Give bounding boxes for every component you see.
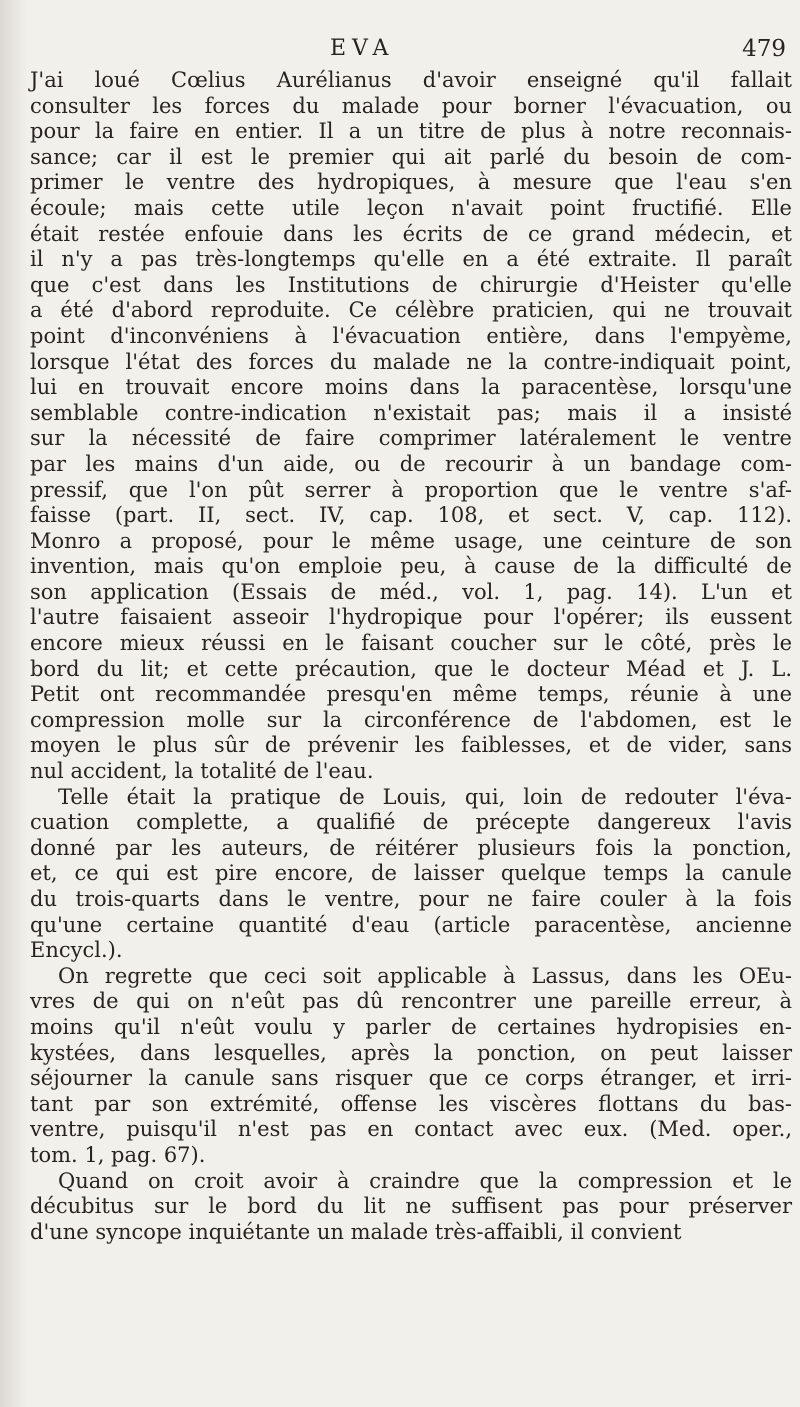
text-line: il n'y a pas très-longtemps qu'elle en a été extraite. Il paraît xyxy=(30,247,792,272)
text-line: lui en trouvait encore moins dans la paracentèse, lorsqu'une xyxy=(30,375,792,400)
text-line: compression molle sur la circonférence de l'abdomen, est le xyxy=(30,707,792,732)
text-line: et, ce qui est pire encore, de laisser quelque temps la canule xyxy=(30,861,792,886)
text-line: a été d'abord reproduite. Ce célèbre praticien, qui ne trouvait xyxy=(30,298,792,323)
text-line: sur la nécessité de faire comprimer latéralement le ventre xyxy=(30,426,792,451)
text-line: On regrette que ceci soit applicable à Lassus, dans les OEu- xyxy=(58,963,792,988)
text-line: invention, mais qu'on emploie peu, à cause de la difficulté de xyxy=(30,554,792,579)
text-line: primer le ventre des hydropiques, à mesure que l'eau s'en xyxy=(30,170,792,195)
text-line: consulter les forces du malade pour borner l'évacuation, ou xyxy=(30,93,792,118)
text-line: d'une syncope inquiétante un malade très-affaibli, il convient xyxy=(30,1219,682,1244)
text-line: était restée enfouie dans les écrits de ce grand médecin, et xyxy=(30,221,792,246)
text-line: ventre, puisqu'il n'est pas en contact avec eux. (Med. oper., xyxy=(30,1117,792,1142)
text-line: tom. 1, pag. 67). xyxy=(30,1142,206,1167)
text-line: décubitus sur le bord du lit ne suffisent pas pour préserver xyxy=(30,1194,792,1219)
text-line: pour la faire en entier. Il a un titre de plus à notre reconnais- xyxy=(30,119,792,144)
text-line: lorsque l'état des forces du malade ne la contre-indiquait point, xyxy=(30,349,792,374)
text-line: moins qu'il n'eût voulu y parler de certaines hydropisies en- xyxy=(30,1014,792,1039)
text-line: tant par son extrémité, offense les viscères flottans du bas- xyxy=(30,1091,792,1116)
text-line: qu'une certaine quantité d'eau (article paracentèse, ancienne xyxy=(30,912,792,937)
page-header xyxy=(0,36,800,66)
text-line: point d'inconvéniens à l'évacuation entière, dans l'empyème, xyxy=(30,323,792,348)
text-line: nul accident, la totalité de l'eau. xyxy=(30,759,374,784)
text-line: faisse (part. II, sect. IV, cap. 108, et sect. V, cap. 112). xyxy=(30,503,792,528)
text-line: séjourner la canule sans risquer que ce corps étranger, et irri- xyxy=(30,1066,792,1091)
text-line: bord du lit; et cette précaution, que le docteur Méad et J. L. xyxy=(30,656,792,681)
text-line: du trois-quarts dans le ventre, pour ne faire couler à la fois xyxy=(30,887,792,911)
text-line: écoule; mais cette utile leçon n'avait point fructifié. Elle xyxy=(30,195,792,220)
text-line: Quand on croit avoir à craindre que la compression et le xyxy=(58,1168,792,1193)
text-line: vres de qui on n'eût pas dû rencontrer une pareille erreur, à xyxy=(30,989,792,1014)
text-line: encore mieux réussi en le faisant coucher sur le côté, près le xyxy=(30,631,792,656)
text-line: Encycl.). xyxy=(30,938,123,963)
body-text xyxy=(30,68,792,1245)
text-line: moyen le plus sûr de prévenir les faiblesses, et de vider, sans xyxy=(30,733,792,758)
paragraph xyxy=(30,964,792,1169)
text-line: donné par les auteurs, de réitérer plusieurs fois la ponction, xyxy=(30,835,792,860)
text-line: par les mains d'un aide, ou de recourir à un bandage com- xyxy=(30,451,792,476)
paragraph xyxy=(30,1169,792,1246)
text-line: pressif, que l'on pût serrer à proportion que le ventre s'af- xyxy=(30,477,792,502)
text-line: sance; car il est le premier qui ait parlé du besoin de com- xyxy=(30,144,792,169)
text-line: Petit ont recommandée presqu'en même temps, réunie à une xyxy=(30,682,792,707)
running-head: EVA xyxy=(330,36,395,61)
text-line: son application (Essais de méd., vol. 1, pag. 14). L'un et xyxy=(30,579,792,604)
text-line: Monro a proposé, pour le même usage, une ceinture de son xyxy=(30,528,792,553)
text-line: kystées, dans lesquelles, après la ponction, on peut laisser xyxy=(30,1040,792,1065)
paragraph xyxy=(30,785,792,964)
page-number: 479 xyxy=(742,36,786,62)
paragraph xyxy=(30,68,792,785)
text-line: l'autre faisaient asseoir l'hydropique pour l'opérer; ils eussent xyxy=(30,605,792,630)
text-line: semblable contre-indication n'existait pas; mais il a insisté xyxy=(30,400,792,425)
text-line: que c'est dans les Institutions de chirurgie d'Heister qu'elle xyxy=(30,272,792,297)
text-line: cuation complette, a qualifié de précepte dangereux l'avis xyxy=(30,810,792,835)
text-line: Telle était la pratique de Louis, qui, loin de redouter l'éva- xyxy=(58,784,792,809)
text-line: J'ai loué Cœlius Aurélianus d'avoir enseigné qu'il fallait xyxy=(30,68,792,92)
